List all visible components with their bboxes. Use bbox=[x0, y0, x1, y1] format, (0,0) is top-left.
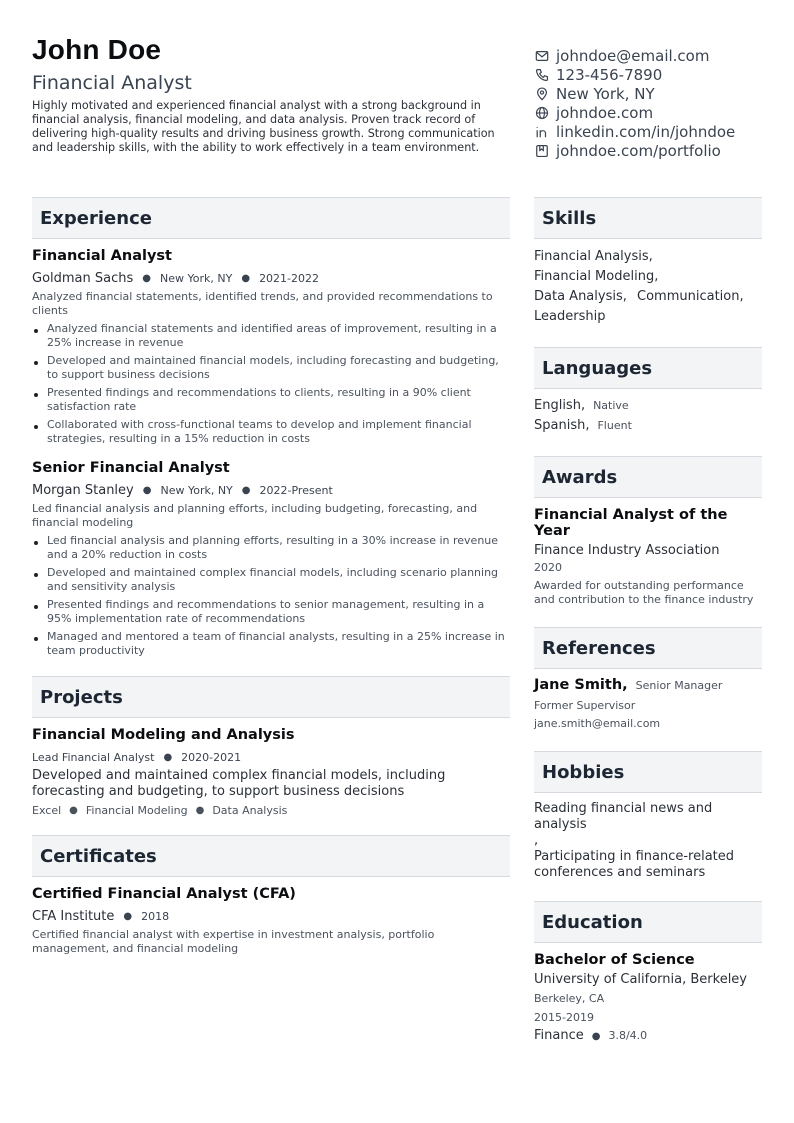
awards-section bbox=[534, 456, 762, 607]
job-bullet: Managed and mentored a team of financial analysts, resulting in a 25% increase in team productivity bbox=[32, 630, 510, 658]
experience-heading: Experience bbox=[32, 197, 510, 239]
reference-row bbox=[534, 677, 762, 693]
job-dates: 2022-Present bbox=[259, 484, 333, 497]
job-bullets bbox=[32, 322, 510, 446]
candidate-title: Financial Analyst bbox=[32, 72, 192, 94]
separator-dot: ● bbox=[123, 911, 133, 922]
certificates-section bbox=[32, 835, 510, 956]
contact-linkedin-text: linkedin.com/in/johndoe bbox=[556, 122, 736, 141]
candidate-name: John Doe bbox=[32, 34, 162, 65]
contact-email[interactable] bbox=[534, 46, 764, 65]
language-level: Fluent bbox=[597, 419, 632, 432]
education-heading: Education bbox=[534, 901, 762, 943]
award-org: Finance Industry Association bbox=[534, 543, 720, 558]
certificate-description: Certified financial analyst with expertise in investment analysis, portfolio management, and financial modeling bbox=[32, 928, 435, 955]
projects-heading: Projects bbox=[32, 676, 510, 718]
reference-relation: Former Supervisor bbox=[534, 699, 636, 712]
certificates-heading: Certificates bbox=[32, 835, 510, 877]
job-bullet: Presented findings and recommendations to clients, resulting in a 90% client satisfaction rate bbox=[32, 386, 510, 414]
award-description: Awarded for outstanding performance and contribution to the finance industry bbox=[534, 579, 754, 606]
job-entry bbox=[32, 460, 510, 658]
separator-dot: ● bbox=[69, 805, 78, 816]
experience-section bbox=[32, 197, 510, 658]
projects-section bbox=[32, 676, 510, 817]
project-description: Developed and maintained complex financial models, including forecasting and budgeting, to support business decisions bbox=[32, 768, 446, 799]
separator-dot: ● bbox=[241, 273, 251, 284]
separator-dot: ● bbox=[163, 752, 173, 763]
side-column bbox=[534, 197, 762, 1043]
hobby-item: Reading financial news and analysis bbox=[534, 801, 713, 832]
job-summary: Analyzed financial statements, identified trends, and provided recommendations to clients bbox=[32, 290, 493, 317]
references-heading: References bbox=[534, 627, 762, 669]
certificate-year: 2018 bbox=[141, 910, 170, 923]
awards-heading: Awards bbox=[534, 456, 762, 498]
contact-website[interactable] bbox=[534, 103, 764, 122]
skill-item: Communication, bbox=[637, 289, 744, 304]
profile-summary: Highly motivated and experienced financial analyst with a strong background in financial analysis, financial modeling, and data analysis. Proven track record of delivering high-quality results and driving business growth. Strong communication and leadership skills, with the ability to work effectively in a team environment. bbox=[32, 99, 495, 154]
job-entry bbox=[32, 248, 510, 446]
location-icon bbox=[534, 86, 550, 102]
linkedin-icon bbox=[534, 124, 550, 140]
project-title: Financial Modeling and Analysis bbox=[32, 727, 295, 743]
hobbies-heading: Hobbies bbox=[534, 751, 762, 793]
language-level: Native bbox=[593, 399, 629, 412]
job-bullet: Collaborated with cross-functional teams to develop and implement financial strategies, resulting in a 15% reduction in costs bbox=[32, 418, 510, 446]
contact-email-text: johndoe@email.com bbox=[556, 46, 710, 65]
reference-email[interactable]: jane.smith@email.com bbox=[534, 717, 661, 730]
portfolio-icon bbox=[534, 143, 550, 159]
separator-dot: ● bbox=[195, 805, 205, 816]
contact-location-text: New York, NY bbox=[556, 84, 655, 103]
skills-section bbox=[534, 197, 762, 327]
separator-dot: ● bbox=[142, 485, 152, 496]
job-title: Senior Financial Analyst bbox=[32, 460, 230, 476]
certificate-issuer: CFA Institute bbox=[32, 909, 115, 924]
separator-dot: ● bbox=[142, 273, 152, 284]
language-item bbox=[534, 396, 762, 416]
hobby-separator: , bbox=[534, 833, 539, 848]
separator-dot: ● bbox=[241, 485, 251, 496]
skill-item: Financial Modeling, bbox=[534, 269, 659, 284]
skill-item: Leadership bbox=[534, 309, 606, 324]
job-meta bbox=[32, 482, 510, 499]
contact-portfolio-text: johndoe.com/portfolio bbox=[556, 141, 721, 160]
job-bullet: Developed and maintained complex financial models, including scenario planning and sensitivity analysis bbox=[32, 566, 510, 594]
languages-list bbox=[534, 396, 762, 436]
separator-dot: ● bbox=[591, 1031, 601, 1042]
language-name: English, bbox=[534, 398, 586, 413]
globe-icon bbox=[534, 105, 550, 121]
project-tag: Financial Modeling bbox=[85, 804, 188, 817]
email-icon bbox=[534, 48, 550, 64]
language-item bbox=[534, 416, 762, 436]
references-section bbox=[534, 627, 762, 731]
contact-phone[interactable] bbox=[534, 65, 764, 84]
education-field: Finance bbox=[534, 1028, 584, 1043]
job-bullet: Analyzed financial statements and identified areas of improvement, resulting in a 25% increase in revenue bbox=[32, 322, 510, 350]
job-bullet: Developed and maintained financial models, including forecasting and budgeting, to support business decisions bbox=[32, 354, 510, 382]
job-dates: 2021-2022 bbox=[259, 272, 320, 285]
skill-item: Data Analysis, bbox=[534, 289, 627, 304]
job-bullet: Led financial analysis and planning efforts, resulting in a 30% increase in revenue and a 20% reduction in costs bbox=[32, 534, 510, 562]
job-bullet: Presented findings and recommendations to senior management, resulting in a 95% implementation rate of recommendations bbox=[32, 598, 510, 626]
job-company: Morgan Stanley bbox=[32, 483, 134, 498]
education-section bbox=[534, 901, 762, 1043]
award-year: 2020 bbox=[534, 561, 562, 574]
project-meta bbox=[32, 749, 510, 766]
contact-website-text: johndoe.com bbox=[556, 103, 654, 122]
education-degree: Bachelor of Science bbox=[534, 952, 695, 968]
phone-icon bbox=[534, 67, 550, 83]
certificate-title: Certified Financial Analyst (CFA) bbox=[32, 886, 296, 902]
job-bullets bbox=[32, 534, 510, 658]
job-location: New York, NY bbox=[160, 272, 233, 285]
languages-heading: Languages bbox=[534, 347, 762, 389]
job-title: Financial Analyst bbox=[32, 248, 172, 264]
resume-header bbox=[32, 32, 762, 182]
contact-portfolio[interactable] bbox=[534, 141, 764, 160]
hobby-item: Participating in finance-related conferences and seminars bbox=[534, 849, 735, 880]
hobbies-section bbox=[534, 751, 762, 881]
job-summary: Led financial analysis and planning efforts, including budgeting, forecasting, and financial modeling bbox=[32, 502, 478, 529]
certificate-meta bbox=[32, 908, 510, 925]
education-location: Berkeley, CA bbox=[534, 992, 605, 1005]
languages-section bbox=[534, 347, 762, 436]
project-tag: Data Analysis bbox=[212, 804, 288, 817]
education-school: University of California, Berkeley bbox=[534, 972, 747, 987]
contact-list bbox=[534, 46, 764, 160]
contact-phone-text: 123-456-7890 bbox=[556, 65, 663, 84]
award-title: Financial Analyst of the Year bbox=[534, 507, 728, 539]
main-column bbox=[32, 197, 510, 956]
resume-page bbox=[32, 32, 762, 1092]
project-tags bbox=[32, 804, 510, 817]
education-meta bbox=[534, 1028, 762, 1043]
skills-heading: Skills bbox=[534, 197, 762, 239]
hobbies-list bbox=[534, 801, 762, 881]
project-tag: Excel bbox=[32, 804, 62, 817]
job-meta bbox=[32, 270, 510, 287]
language-name: Spanish, bbox=[534, 418, 590, 433]
contact-location bbox=[534, 84, 764, 103]
reference-position: Senior Manager bbox=[635, 679, 723, 692]
job-location: New York, NY bbox=[160, 484, 233, 497]
skills-list bbox=[534, 247, 762, 327]
education-dates: 2015-2019 bbox=[534, 1011, 594, 1024]
education-gpa: 3.8/4.0 bbox=[608, 1029, 648, 1042]
reference-name: Jane Smith, bbox=[534, 677, 628, 693]
contact-linkedin[interactable] bbox=[534, 122, 764, 141]
project-dates: 2020-2021 bbox=[181, 751, 242, 764]
project-role: Lead Financial Analyst bbox=[32, 751, 155, 764]
job-company: Goldman Sachs bbox=[32, 271, 134, 286]
skill-item: Financial Analysis, bbox=[534, 249, 653, 264]
